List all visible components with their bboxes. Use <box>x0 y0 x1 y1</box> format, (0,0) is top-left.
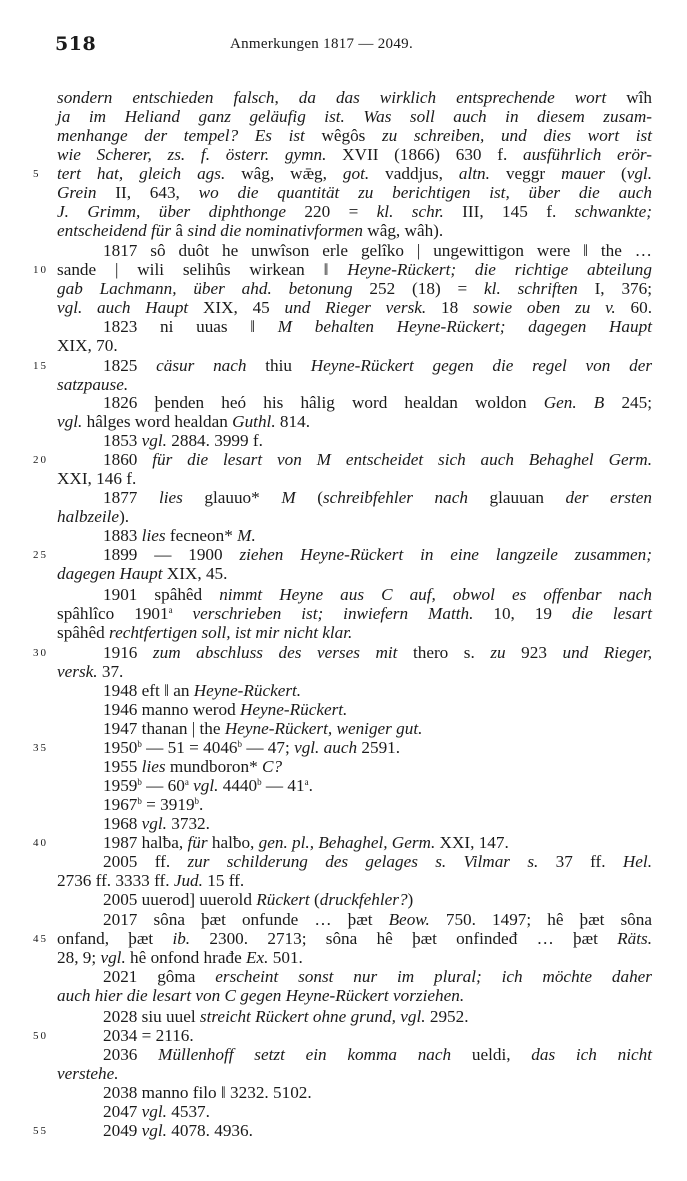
italic-text: Grein <box>57 183 116 202</box>
italic-text: vgl. auch Haupt <box>57 298 203 317</box>
roman-text: 4537. <box>171 1102 210 1121</box>
roman-text: 1899 — 1900 <box>103 545 240 564</box>
roman-text: II, 643, <box>115 183 199 202</box>
roman-text: I, 376; <box>594 279 652 298</box>
superscript: b <box>237 739 243 749</box>
roman-text: XXI, 146 f. <box>57 469 137 488</box>
text-line <box>103 526 652 545</box>
italic-text: und Rieger versk. <box>284 298 441 317</box>
roman-text: fecneon* <box>169 526 238 545</box>
italic-text: mauer <box>561 164 621 183</box>
roman-text: 1901 spâhêd <box>103 585 220 604</box>
italic-text: satzpause. <box>57 375 129 394</box>
italic-text: got. <box>342 164 386 183</box>
italic-text: Gen. B <box>543 393 622 412</box>
roman-text: 2047 <box>103 1102 142 1121</box>
roman-text: 1950 <box>103 738 138 757</box>
roman-text: 1968 <box>103 814 142 833</box>
superscript: a <box>184 777 189 787</box>
italic-text: verstehe. <box>57 1064 119 1083</box>
text-line <box>103 890 652 909</box>
line-number: 55 <box>33 1125 48 1137</box>
italic-text: ja im Heliand ganz geläufig ist. Was soll auch in diesem zusam- <box>57 107 652 126</box>
text-line <box>103 852 652 871</box>
italic-text: versk. <box>57 662 102 681</box>
text-line <box>57 929 652 948</box>
roman-text: XIX, 70. <box>57 336 118 355</box>
roman-text: 1946 manno werod <box>103 700 240 719</box>
roman-text: — 47; <box>242 738 295 757</box>
text-line <box>57 871 652 890</box>
roman-text: 1967 <box>103 795 138 814</box>
text-line <box>57 107 652 126</box>
roman-text: 2036 <box>103 1045 159 1064</box>
italic-text: das ich nicht <box>531 1045 652 1064</box>
text-line <box>103 967 652 986</box>
roman-text: 4078. 4936. <box>171 1121 253 1140</box>
text-line <box>57 375 652 394</box>
superscript: b <box>194 796 200 806</box>
text-line <box>57 336 652 355</box>
roman-text: wêgôs <box>321 126 382 145</box>
roman-text: halƀo, <box>211 833 259 852</box>
roman-text: sande | wili selihûs wirkean ‖ <box>57 260 348 279</box>
italic-text: der ersten <box>565 488 652 507</box>
roman-text: XIX, 45. <box>166 564 228 583</box>
line-number: 50 <box>33 1030 48 1042</box>
italic-text: vgl. auch <box>294 738 362 757</box>
roman-text: 2005 uuerod] uuerold <box>103 890 257 909</box>
italic-text: lies <box>141 757 170 776</box>
roman-text: 1825 <box>103 356 157 375</box>
italic-text: Müllenhoff setzt ein komma nach <box>158 1045 472 1064</box>
italic-text: Heyne-Rückert, weniger gut. <box>224 719 423 738</box>
roman-text: 2005 ff. <box>103 852 188 871</box>
roman-text: 2300. 2713; sôna hê þæt onfindeđ … þæt <box>209 929 618 948</box>
text-line <box>57 564 652 583</box>
italic-text: Heyne-Rückert. <box>193 681 302 700</box>
roman-text: 2049 <box>103 1121 142 1140</box>
roman-text: ueldi, <box>471 1045 532 1064</box>
italic-text: nimmt Heyne aus C auf, obwol es offenbar nach <box>219 585 653 604</box>
roman-text: 2021 gôma <box>103 967 216 986</box>
roman-text: 37. <box>101 662 124 681</box>
text-line <box>103 1121 652 1140</box>
roman-text: — 51 = 4046 <box>141 738 238 757</box>
roman-text: 1823 ni uuas ‖ <box>103 317 278 336</box>
italic-text: wo die quantität zu berichtigen ist, über die auch <box>198 183 652 202</box>
italic-text: Hel. <box>622 852 652 871</box>
italic-text: zum abschluss des verses mit <box>152 643 413 662</box>
italic-text: da das wirklich entsprechende wort <box>298 88 627 107</box>
roman-text: ( <box>313 890 320 909</box>
italic-text: und Rieger, <box>562 643 653 662</box>
roman-text: 2017 sôna þæt onfunde … þæt <box>103 910 389 929</box>
italic-text: lies <box>158 488 205 507</box>
italic-text: lies <box>141 526 170 545</box>
text-line <box>57 948 652 967</box>
italic-text: ziehen Heyne-Rückert in eine langzeile zusammen; <box>239 545 652 564</box>
roman-text: ( <box>317 488 323 507</box>
superscript: b <box>137 777 142 787</box>
italic-text: Heyne-Rückert. <box>240 700 348 719</box>
text-line <box>103 431 652 450</box>
roman-text: wâg, wâh). <box>367 221 444 240</box>
italic-text: wie Scherer, zs. f. österr. gymn. <box>57 145 343 164</box>
superscript: b <box>137 739 142 749</box>
italic-text: Beow. <box>388 910 446 929</box>
roman-text: 60. <box>630 298 652 317</box>
italic-text: vgl. <box>626 164 652 183</box>
italic-text: schwankte; <box>574 202 652 221</box>
text-line <box>103 317 652 336</box>
text-line <box>57 145 652 164</box>
text-line <box>103 719 652 738</box>
text-line <box>103 1045 652 1064</box>
roman-text: onfand, þæt <box>57 929 173 948</box>
italic-text: gab Lachmann, über ahd. betonung <box>57 279 370 298</box>
superscript: b <box>137 796 142 806</box>
italic-text: erscheint sonst nur im plural; ich möchte daher <box>215 967 652 986</box>
italic-text: schreibfehler nach <box>322 488 490 507</box>
page-number: 518 <box>55 33 97 55</box>
roman-text: ) <box>407 890 414 909</box>
roman-text: 220 = <box>304 202 377 221</box>
roman-text: 3732. <box>171 814 210 833</box>
roman-text: = 3919 <box>141 795 195 814</box>
roman-text: 2884. 3999 f. <box>171 431 263 450</box>
text-line <box>103 1083 652 1102</box>
roman-text: spâhêd <box>57 623 110 642</box>
italic-text: für die lesart von M entscheidet sich auch Behaghel Germ. <box>152 450 653 469</box>
roman-text: ). <box>119 507 130 526</box>
text-line <box>103 450 652 469</box>
roman-text: wâg, wǣg, <box>241 164 343 183</box>
line-number: 40 <box>33 837 48 849</box>
superscript: a <box>168 605 173 615</box>
roman-text: XIX, 45 <box>202 298 285 317</box>
roman-text: 1987 halƀa, <box>103 833 188 852</box>
roman-text: 1948 eft ‖ an <box>103 681 194 700</box>
roman-text: 923 <box>521 643 563 662</box>
text-line <box>57 260 652 279</box>
roman-text: 1860 <box>103 450 153 469</box>
italic-text: tert hat, gleich ags. <box>57 164 242 183</box>
roman-text: 245; <box>621 393 652 412</box>
italic-text: vgl. <box>100 948 131 967</box>
roman-text: 15 ff. <box>207 871 245 890</box>
text-line <box>103 241 652 260</box>
text-line <box>57 662 652 681</box>
italic-text: M <box>281 488 318 507</box>
line-number: 5 <box>33 168 41 180</box>
italic-text: vgl. <box>141 431 172 450</box>
roman-text: 18 <box>440 298 473 317</box>
text-line <box>57 986 652 1005</box>
italic-text: Räts. <box>617 929 653 948</box>
italic-text: auch hier die lesart von C gegen Heyne-Rückert vorziehen. <box>57 986 465 1005</box>
text-line <box>57 164 652 183</box>
text-line <box>103 488 652 507</box>
roman-text: wîh <box>626 88 652 107</box>
text-line <box>103 833 652 852</box>
roman-text: 2952. <box>429 1007 469 1026</box>
roman-text: — 41 <box>261 776 305 795</box>
italic-text: rechtfertigen soll, ist mir nicht klar. <box>109 623 353 642</box>
roman-text: . <box>199 795 204 814</box>
italic-text: C? <box>261 757 283 776</box>
italic-text: kl. schriften <box>484 279 595 298</box>
italic-text: kl. schr. <box>376 202 463 221</box>
text-line <box>103 1007 652 1026</box>
italic-text: die lesart <box>571 604 652 623</box>
text-line <box>57 279 652 298</box>
italic-text: J. Grimm, über diphthonge <box>57 202 305 221</box>
roman-text: thiu <box>265 356 311 375</box>
text-line <box>103 393 652 412</box>
line-number: 10 <box>33 264 48 276</box>
roman-text: , <box>274 88 299 107</box>
superscript: a <box>304 777 309 787</box>
roman-text: 1916 <box>103 643 153 662</box>
roman-text: 2736 ff. 3333 ff. <box>57 871 174 890</box>
italic-text: entscheidend für <box>57 221 176 240</box>
roman-text: 2028 siu uuel <box>103 1007 200 1026</box>
italic-text: vgl. <box>141 1121 172 1140</box>
italic-text: cäsur nach <box>156 356 266 375</box>
italic-text: Guthl. <box>232 412 280 431</box>
italic-text: sowie oben zu v. <box>472 298 631 317</box>
roman-text: 1947 thanan | the <box>103 719 225 738</box>
roman-text: 1877 <box>103 488 159 507</box>
italic-text: vgl. <box>141 1102 172 1121</box>
text-line <box>57 507 652 526</box>
text-line <box>103 910 652 929</box>
roman-text: 252 (18) = <box>369 279 485 298</box>
roman-text: 28, 9; <box>57 948 101 967</box>
roman-text: mundboron* <box>169 757 262 776</box>
italic-text: Jud. <box>173 871 208 890</box>
text-line <box>103 700 652 719</box>
roman-text: 2591. <box>361 738 401 757</box>
roman-text: hâlges word healdan <box>86 412 233 431</box>
italic-text: streicht Rückert ohne grund, vgl. <box>199 1007 430 1026</box>
line-number: 35 <box>33 742 48 754</box>
italic-text: Heyne-Rückert gegen die regel von der <box>310 356 653 375</box>
roman-text: glauuan <box>489 488 566 507</box>
italic-text: für <box>187 833 212 852</box>
text-line <box>103 545 652 564</box>
roman-text: 1955 <box>103 757 142 776</box>
italic-text: ib. <box>172 929 210 948</box>
text-line <box>103 356 652 375</box>
roman-text: 1853 <box>103 431 142 450</box>
text-line <box>103 795 652 814</box>
italic-text: M. <box>237 526 256 545</box>
italic-text: altn. <box>458 164 506 183</box>
text-line <box>103 814 652 833</box>
italic-text: vgl. <box>57 412 87 431</box>
roman-text: . <box>308 776 313 795</box>
italic-text: druckfehler? <box>319 890 408 909</box>
roman-text: 814. <box>279 412 310 431</box>
text-line <box>57 412 652 431</box>
text-line <box>57 623 652 642</box>
text-line <box>57 126 652 145</box>
roman-text: vaddjus, <box>385 164 459 183</box>
text-line <box>57 469 652 488</box>
text-line <box>103 643 652 662</box>
roman-text: 2038 manno filo ‖ 3232. 5102. <box>103 1083 312 1102</box>
text-line <box>103 757 652 776</box>
italic-text: halbzeile <box>57 507 120 526</box>
line-number: 25 <box>33 549 48 561</box>
roman-text: glauuo* <box>204 488 282 507</box>
italic-text: Heyne-Rückert; die richtige abteilung <box>347 260 652 279</box>
line-number: 45 <box>33 933 48 945</box>
roman-text: 1817 sô duôt he unwîson erle gelîko | ungewittigon were ‖ the … <box>103 241 652 260</box>
text-line <box>103 1026 652 1045</box>
text-line <box>57 1064 652 1083</box>
italic-text: M behalten Heyne-Rückert; dagegen Haupt <box>277 317 652 336</box>
roman-text: 2034 = 2116. <box>103 1026 194 1045</box>
roman-text: III, 145 f. <box>462 202 575 221</box>
text-line <box>103 585 652 604</box>
roman-text: 501. <box>272 948 303 967</box>
italic-text: sondern entschieden falsch <box>57 88 275 107</box>
running-head: Anmerkungen 1817 — 2049. <box>230 36 414 52</box>
italic-text: menhange der tempel? Es ist <box>57 126 322 145</box>
text-line <box>103 1102 652 1121</box>
line-number: 20 <box>33 454 48 466</box>
text-line <box>57 202 652 221</box>
italic-text: verschrieben ist; inwiefern Matth. <box>172 604 494 623</box>
roman-text: XVII (1866) 630 f. <box>342 145 523 164</box>
text-line <box>57 88 652 107</box>
text-line <box>57 183 652 202</box>
italic-text: sind die nominativformen <box>187 221 368 240</box>
roman-text: 1883 <box>103 526 142 545</box>
roman-text: 1826 þenden heó his hâlig word healdan woldon <box>103 393 544 412</box>
roman-text: ( <box>620 164 627 183</box>
text-line <box>103 738 652 757</box>
italic-text: Ex. <box>246 948 273 967</box>
text-line <box>57 221 652 240</box>
roman-text: â <box>175 221 188 240</box>
roman-text: thero s. <box>412 643 491 662</box>
line-number: 15 <box>33 360 48 372</box>
italic-text: gen. pl., Behaghel, Germ. <box>258 833 440 852</box>
italic-text: zur schilderung des gelages s. Vilmar s. <box>187 852 556 871</box>
italic-text: vgl. <box>141 814 172 833</box>
roman-text: — 60 <box>141 776 185 795</box>
line-number: 30 <box>33 647 48 659</box>
italic-text: zu schreiben, und dies wort ist <box>381 126 652 145</box>
roman-text: hê onfond hrađe <box>130 948 247 967</box>
roman-text: XXI, 147. <box>439 833 509 852</box>
roman-text: 750. 1497; hê þæt sôna <box>445 910 652 929</box>
text-line <box>103 681 652 700</box>
roman-text: 10, 19 <box>493 604 572 623</box>
roman-text: 1959 <box>103 776 138 795</box>
text-line <box>57 604 652 623</box>
italic-text: Rückert <box>256 890 314 909</box>
roman-text: 4440 <box>222 776 258 795</box>
text-line <box>103 776 652 795</box>
roman-text: veggr <box>505 164 562 183</box>
roman-text: spâhlîco 1901 <box>57 604 169 623</box>
text-line <box>57 298 652 317</box>
roman-text: 37 ff. <box>555 852 623 871</box>
italic-text: ausführlich erör- <box>522 145 652 164</box>
italic-text: dagegen Haupt <box>57 564 167 583</box>
superscript: b <box>257 777 262 787</box>
italic-text: vgl. <box>188 776 223 795</box>
italic-text: zu <box>490 643 522 662</box>
